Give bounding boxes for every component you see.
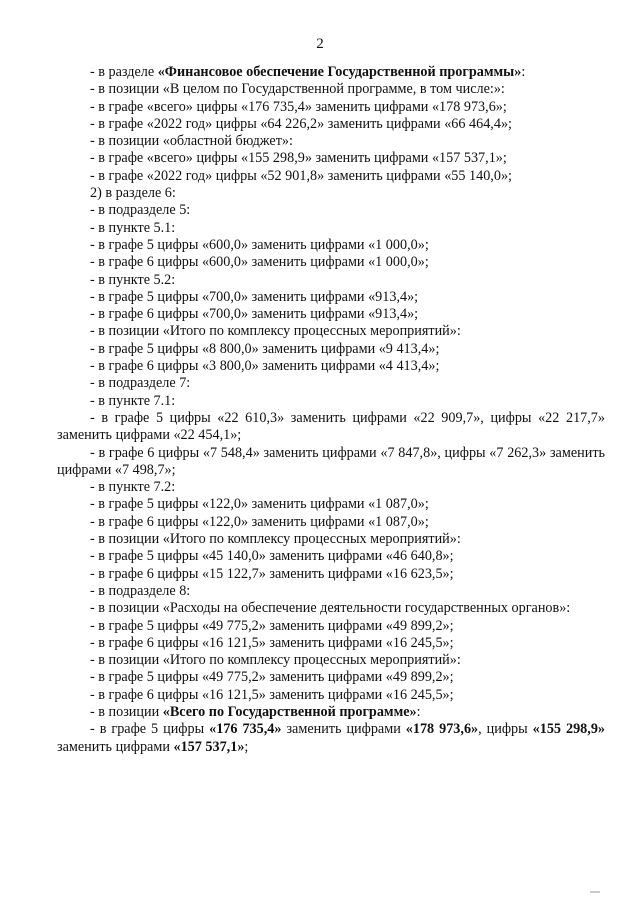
paragraph-35: - в позиции «Всего по Государственной программе»: [90, 703, 421, 720]
paragraph-14: - в графе 6 цифры «700,0» заменить цифрами «913,4»; [90, 306, 419, 323]
page-number: 2 [316, 36, 324, 52]
paragraph-22: - в пункте 7.2: [90, 479, 176, 496]
paragraph-16: - в графе 5 цифры «8 800,0» заменить цифрами «9 413,4»; [90, 340, 440, 357]
paragraph-36: - в графе 5 цифры «176 735,4» заменить цифрами «178 973,6», цифры «155 298,9» заменить цифрами «157 537,1»; [57, 721, 606, 755]
paragraph-24: - в графе 6 цифры «122,0» заменить цифрами «1 087,0»; [90, 513, 429, 530]
paragraph-29: - в позиции «Расходы на обеспечение деятельности государственных органов»: [90, 600, 571, 617]
paragraph-13: - в графе 5 цифры «700,0» заменить цифрами «913,4»; [90, 288, 419, 305]
document-body [57, 64, 605, 756]
paragraph-1: - в позиции «В целом по Государственной программе, в том числе:»: [90, 81, 505, 98]
paragraph-15: - в позиции «Итого по комплексу процессных мероприятий»: [90, 323, 461, 340]
paragraph-6: - в графе «2022 год» цифры «52 901,8» заменить цифрами «55 140,0»; [90, 167, 512, 184]
paragraph-18: - в подразделе 7: [90, 375, 191, 392]
paragraph-32: - в позиции «Итого по комплексу процессных мероприятий»: [90, 652, 461, 669]
paragraph-26: - в графе 5 цифры «45 140,0» заменить цифрами «46 640,8»; [90, 548, 454, 565]
paragraph-31: - в графе 6 цифры «16 121,5» заменить цифрами «16 245,5»; [90, 634, 454, 651]
paragraph-7: 2) в разделе 6: [90, 185, 176, 202]
paragraph-17: - в графе 6 цифры «3 800,0» заменить цифрами «4 413,4»; [90, 358, 440, 375]
paragraph-33: - в графе 5 цифры «49 775,2» заменить цифрами «49 899,2»; [90, 669, 454, 686]
paragraph-27: - в графе 6 цифры «15 122,7» заменить цифрами «16 623,5»; [90, 565, 454, 582]
paragraph-21: - в графе 6 цифры «7 548,4» заменить цифрами «7 847,8», цифры «7 262,3» заменить цифрами «7 498,7»; [57, 444, 605, 478]
paragraph-11: - в графе 6 цифры «600,0» заменить цифрами «1 000,0»; [90, 254, 429, 271]
paragraph-25: - в позиции «Итого по комплексу процессных мероприятий»: [90, 531, 461, 548]
paragraph-19: - в пункте 7.1: [90, 392, 176, 409]
scan-artifact-mark [590, 891, 600, 893]
paragraph-0: - в разделе «Финансовое обеспечение Государственной программы»: [90, 64, 526, 80]
paragraph-34: - в графе 6 цифры «16 121,5» заменить цифрами «16 245,5»; [90, 686, 454, 703]
paragraph-23: - в графе 5 цифры «122,0» заменить цифрами «1 087,0»; [90, 496, 429, 513]
paragraph-4: - в позиции «областной бюджет»: [90, 133, 293, 150]
paragraph-3: - в графе «2022 год» цифры «64 226,2» заменить цифрами «66 464,4»; [90, 115, 512, 132]
paragraph-12: - в пункте 5.2: [90, 271, 176, 288]
paragraph-5: - в графе «всего» цифры «155 298,9» заменить цифрами «157 537,1»; [90, 150, 507, 167]
paragraph-10: - в графе 5 цифры «600,0» заменить цифрами «1 000,0»; [90, 236, 429, 253]
paragraph-30: - в графе 5 цифры «49 775,2» заменить цифрами «49 899,2»; [90, 617, 454, 634]
paragraph-20: - в графе 5 цифры «22 610,3» заменить цифрами «22 909,7», цифры «22 217,7» заменить цифрами «22 454,1»; [57, 409, 605, 444]
paragraph-2: - в графе «всего» цифры «176 735,4» заменить цифрами «178 973,6»; [90, 98, 507, 115]
paragraph-9: - в пункте 5.1: [90, 219, 176, 236]
paragraph-8: - в подразделе 5: [90, 202, 191, 219]
paragraph-28: - в подразделе 8: [90, 582, 191, 599]
